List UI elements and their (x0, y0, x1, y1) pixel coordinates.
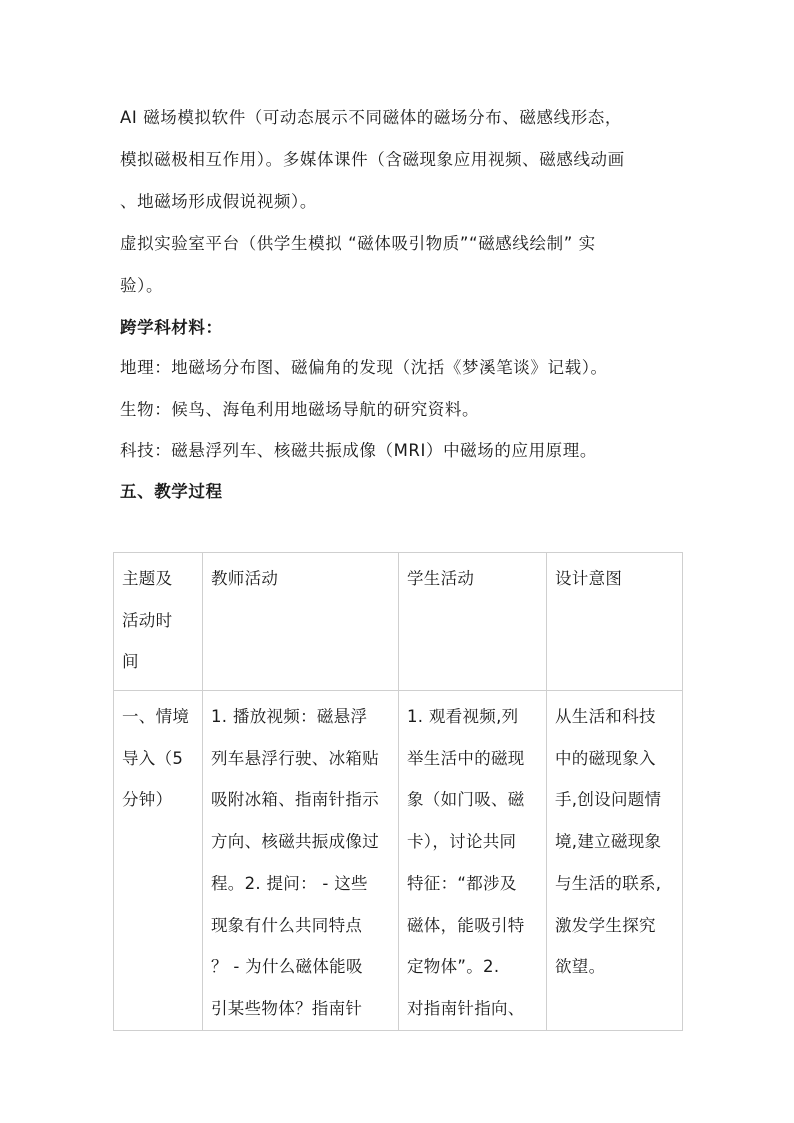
teaching-process-table (113, 552, 683, 1031)
row-topic-line: 一、情境 (122, 707, 190, 726)
row-student-line: 特征：“都涉及 (407, 873, 517, 893)
header-topic-line: 主题及 (122, 569, 173, 588)
row-topic-cell (114, 691, 203, 1031)
header-student-cell (399, 553, 547, 691)
row-teacher-line: 1. 播放视频：磁悬浮 (211, 707, 368, 726)
row-intent-cell (547, 691, 683, 1031)
table-header-row (114, 553, 683, 691)
row-teacher-line: ？ - 为什么磁体能吸 (211, 957, 363, 977)
paragraph-virtual-lab: 虚拟实验室平台（供学生模拟 “磁体吸引物质”“磁感线绘制” 实 (120, 234, 596, 253)
header-topic-line: 间 (122, 652, 139, 672)
paragraph-software: AI 磁场模拟软件（可动态展示不同磁体的磁场分布、磁感线形态， (120, 108, 622, 127)
header-topic-line: 活动时 (122, 610, 173, 630)
row-student-line: 卡），讨论共同 (407, 832, 517, 852)
row-student-line: 1. 观看视频,列 (407, 707, 519, 726)
row-intent-line: 手,创设问题情 (555, 790, 662, 810)
row-student-line: 象（如门吸、磁 (407, 790, 525, 810)
row-teacher-line: 列车悬浮行驶、冰箱贴 (211, 748, 379, 768)
row-teacher-line: 程。2. 提问： - 这些 (211, 873, 368, 893)
header-topic-cell (114, 553, 203, 691)
header-teacher-cell (203, 553, 399, 691)
paragraph-virtual-lab-cont: 验）。 (120, 276, 164, 295)
row-student-line: 磁体，能吸引特 (407, 915, 525, 935)
paragraph-geography: 地理：地磁场分布图、磁偏角的发现（沈括《梦溪笔谈》记载）。 (120, 358, 608, 377)
row-intent-line: 从生活和科技 (555, 707, 656, 726)
row-student-line: 定物体”。2. (407, 957, 500, 977)
row-intent-line: 境,建立磁现象 (555, 832, 662, 852)
row-intent-line: 欲望。 (555, 957, 606, 977)
header-teacher-label: 教师活动 (211, 569, 279, 588)
row-student-cell (399, 691, 547, 1031)
paragraph-biology: 生物：候鸟、海龟利用地磁场导航的研究资料。 (120, 400, 480, 419)
row-teacher-line: 方向、核磁共振成像过 (211, 832, 379, 852)
row-teacher-line: 引某些物体？指南针 (211, 998, 363, 1018)
header-intent-cell (547, 553, 683, 691)
row-student-line: 对指南针指向、 (407, 998, 525, 1018)
row-topic-line: 分钟） (122, 790, 173, 810)
heading-teaching-process: 五、教学过程 (120, 482, 223, 501)
row-intent-line: 中的磁现象入 (555, 748, 656, 768)
row-student-line: 举生活中的磁现 (407, 748, 525, 768)
row-teacher-line: 吸附冰箱、指南针指示 (211, 790, 379, 810)
table-row (114, 691, 683, 1031)
paragraph-technology: 科技：磁悬浮列车、核磁共振成像（MRI）中磁场的应用原理。 (120, 441, 597, 460)
row-teacher-line: 现象有什么共同特点 (211, 915, 363, 935)
paragraph-multimedia: 模拟磁极相互作用）。多媒体课件（含磁现象应用视频、磁感线动画 (120, 150, 625, 169)
header-student-label: 学生活动 (407, 569, 475, 588)
header-intent-label: 设计意图 (555, 569, 623, 588)
row-intent-line: 激发学生探究 (555, 915, 656, 935)
row-teacher-cell (203, 691, 399, 1031)
row-topic-line: 导入（5 (122, 748, 184, 768)
row-intent-line: 与生活的联系, (555, 873, 662, 893)
paragraph-multimedia-cont: 、地磁场形成假说视频）。 (120, 192, 317, 211)
heading-interdisciplinary: 跨学科材料： (120, 318, 223, 337)
